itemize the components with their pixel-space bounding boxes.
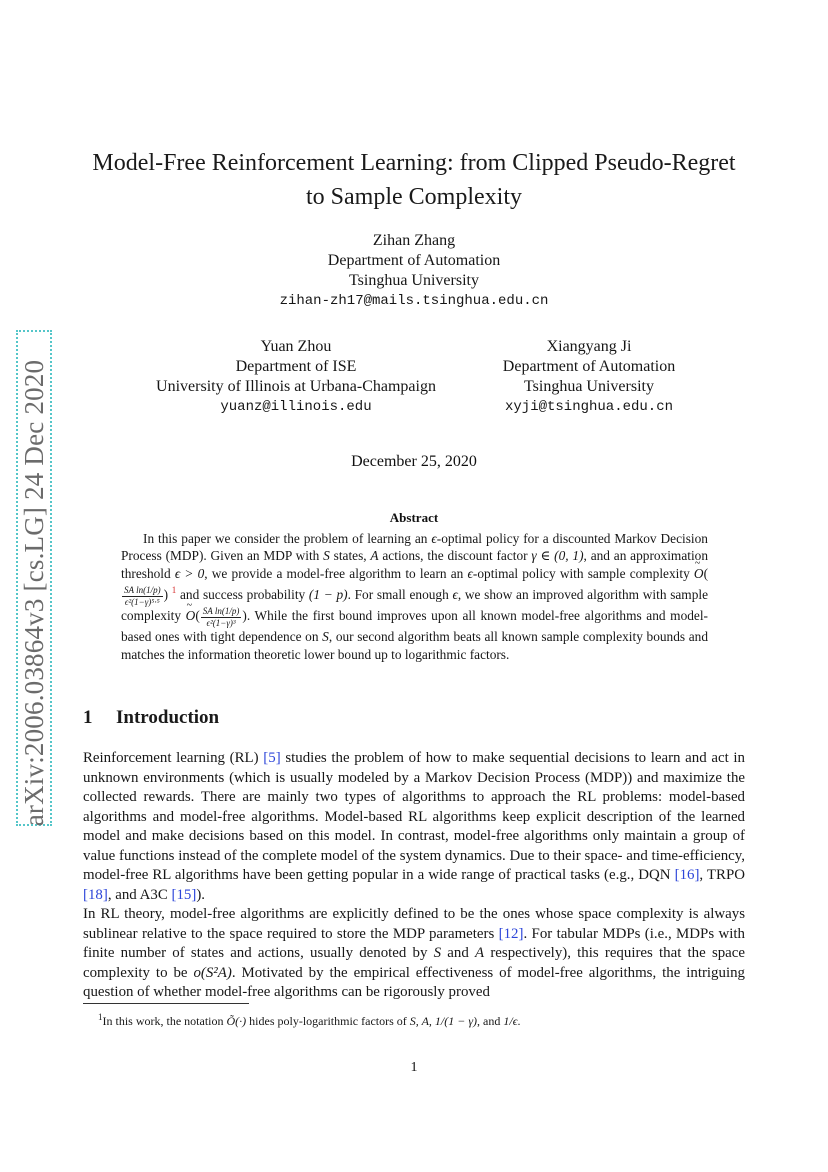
math-parenthesis: )	[163, 587, 169, 603]
author-institution: University of Illinois at Urbana-Champaign	[156, 378, 436, 395]
abstract-fragment: states,	[329, 548, 371, 564]
footnote-marker: 1	[98, 1012, 103, 1022]
abstract-math: S	[322, 629, 329, 645]
footnote-text: hides poly-logarithmic factors of	[246, 1014, 410, 1028]
introduction-paragraph-1	[83, 749, 745, 905]
paragraph-text: . For tabular MDPs (i.e., MDPs with finite number of states and actions, usually denoted by	[83, 925, 745, 961]
section-number: 1	[83, 707, 93, 728]
abstract-math: ϵ	[431, 531, 437, 546]
author-institution: Tsinghua University	[349, 272, 479, 289]
abstract-fragment: -optimal policy with sample complexity	[472, 565, 694, 581]
abstract-fragment: . For small enough	[347, 587, 453, 603]
fraction-numerator: SA ln(1/p)	[202, 606, 240, 617]
paragraph-text: ).	[196, 886, 206, 903]
footnote-math: 1/ϵ	[503, 1014, 518, 1028]
inline-math: S	[433, 945, 442, 961]
paragraph-text: , TRPO	[699, 867, 745, 883]
citation-link[interactable]: [16]	[674, 867, 700, 883]
author-yuan-zhou	[126, 337, 466, 417]
footnote-text: .	[517, 1014, 521, 1028]
author-department: Department of Automation	[327, 252, 501, 269]
abstract-fragment: , our second algorithm beats all known sample complexity bounds and matches the information theoretic lower bound up to logarithmic factors.	[121, 629, 708, 662]
abstract-text	[121, 530, 708, 663]
introduction-paragraph-2	[83, 905, 745, 1003]
inline-math: o(S²A)	[193, 964, 232, 981]
footnote-reference[interactable]: 1	[171, 585, 177, 596]
abstract-math: S	[323, 548, 330, 564]
abstract-math: γ ∈ (0, 1)	[531, 548, 584, 564]
abstract-fragment: , and an approximation threshold	[121, 548, 708, 581]
sample-complexity-fraction-1	[122, 586, 163, 607]
citation-link[interactable]: [5]	[263, 750, 281, 766]
o-tilde-symbol: ~ O	[694, 565, 704, 582]
section-title: Introduction	[116, 707, 220, 728]
paragraph-text: . Motivated by the empirical effectiveness of model-free algorithms, the intriguing question of whether model-free algorithms can be rigorously proved	[83, 964, 745, 1000]
footnote-math: Õ(·)	[226, 1014, 247, 1028]
fraction-denominator: ϵ²(1−γ)³	[206, 618, 236, 629]
paper-title	[70, 146, 758, 214]
math-parenthesis: (	[703, 565, 709, 581]
citation-link[interactable]: [12]	[498, 925, 524, 942]
footnote-text: , and	[477, 1014, 504, 1028]
paragraph-text: , and A3C	[107, 886, 172, 903]
abstract-fragment: -optimal policy for a discounted Markov Decision Process (MDP). Given an MDP with	[121, 531, 708, 564]
abstract-fragment: . While the first bound improves upon all known model-free algorithms and model-based ones with tight dependence on	[121, 608, 708, 645]
title-line-1: Model-Free Reinforcement Learning: from Clipped Pseudo-Regret	[92, 150, 736, 176]
arxiv-stamp-text: arXiv:2006.03864v3 [cs.LG] 24 Dec 2020	[19, 359, 49, 827]
abstract-fragment: and success probability	[176, 587, 309, 603]
author-xiangyang-ji	[478, 337, 700, 417]
author-email[interactable]: yuanz@illinois.edu	[220, 399, 372, 415]
author-email[interactable]: xyji@tsinghua.edu.cn	[504, 399, 674, 415]
title-line-2: to Sample Complexity	[306, 184, 522, 210]
abstract-math: (1 − p)	[308, 587, 348, 603]
footnote	[98, 1009, 748, 1029]
citation-link[interactable]: [18]	[83, 886, 108, 903]
paragraph-text: and	[441, 945, 476, 961]
inline-math: A	[475, 945, 485, 961]
paragraph-text: In RL theory, model-free algorithms are explicitly defined to be the ones whose space complexity is always sublinear relative to the space required to store the MDP parameters	[83, 906, 745, 942]
math-parenthesis: (	[195, 608, 200, 624]
footnote-math: S, A, 1/(1 − γ)	[409, 1014, 478, 1028]
author-email[interactable]: zihan-zh17@mails.tsinghua.edu.cn	[279, 293, 549, 309]
o-tilde-symbol: ~ O	[186, 607, 196, 624]
abstract-math: A	[370, 548, 379, 564]
page-number: 1	[410, 1060, 418, 1075]
citation-link[interactable]: [15]	[171, 886, 197, 903]
abstract-heading: Abstract	[389, 510, 439, 525]
abstract-fragment: , we show an improved algorithm with sample complexity	[121, 587, 708, 624]
section-introduction-heading	[83, 705, 403, 731]
paper-date: December 25, 2020	[351, 453, 477, 470]
footnote-separator	[83, 1003, 249, 1004]
paragraph-text: studies the problem of how to make sequential decisions to learn and act in unknown environments (which is usually modeled by a Markov Decision Process (MDP)) and maximize the collected rewards. There are mainly two types of algorithms to approach the RL problems: model-based algorithms and model-free algorithms. Model-based RL algorithms keep explicit description of the learned model and make decisions based on this model. In contrast, model-free algorithms only maintain a group of value functions instead of the complete model of the system dynamics. Due to their space- and time-efficiency, model-free RL algorithms have been getting popular in a wide range of practical tasks (e.g., DQN	[83, 750, 745, 883]
author-name: Zihan Zhang	[372, 232, 456, 249]
abstract-math: ϵ	[452, 587, 458, 603]
author-institution: Tsinghua University	[524, 378, 654, 395]
fraction-numerator: SA ln(1/p)	[124, 585, 161, 596]
math-parenthesis: )	[242, 608, 247, 624]
footnote-text: In this work, the notation	[102, 1014, 227, 1028]
paragraph-text: Reinforcement learning (RL)	[83, 750, 264, 766]
sample-complexity-fraction-2	[201, 607, 242, 628]
abstract-fragment: In this paper we consider the problem of learning an	[143, 531, 432, 546]
author-zihan-zhang	[214, 231, 614, 311]
author-department: Department of Automation	[502, 358, 676, 375]
author-name: Xiangyang Ji	[546, 338, 632, 355]
abstract-math: ϵ > 0	[174, 565, 205, 581]
paragraph-text: respectively), this requires that the space complexity to be	[83, 945, 746, 981]
abstract-math: ϵ	[467, 565, 473, 581]
author-name: Yuan Zhou	[260, 338, 332, 355]
fraction-denominator: ϵ²(1−γ)⁵·⁵	[124, 597, 160, 608]
author-department: Department of ISE	[235, 358, 357, 375]
abstract-fragment: actions, the discount factor	[378, 548, 532, 564]
abstract-fragment: , we provide a model-free algorithm to learn an	[204, 565, 468, 581]
